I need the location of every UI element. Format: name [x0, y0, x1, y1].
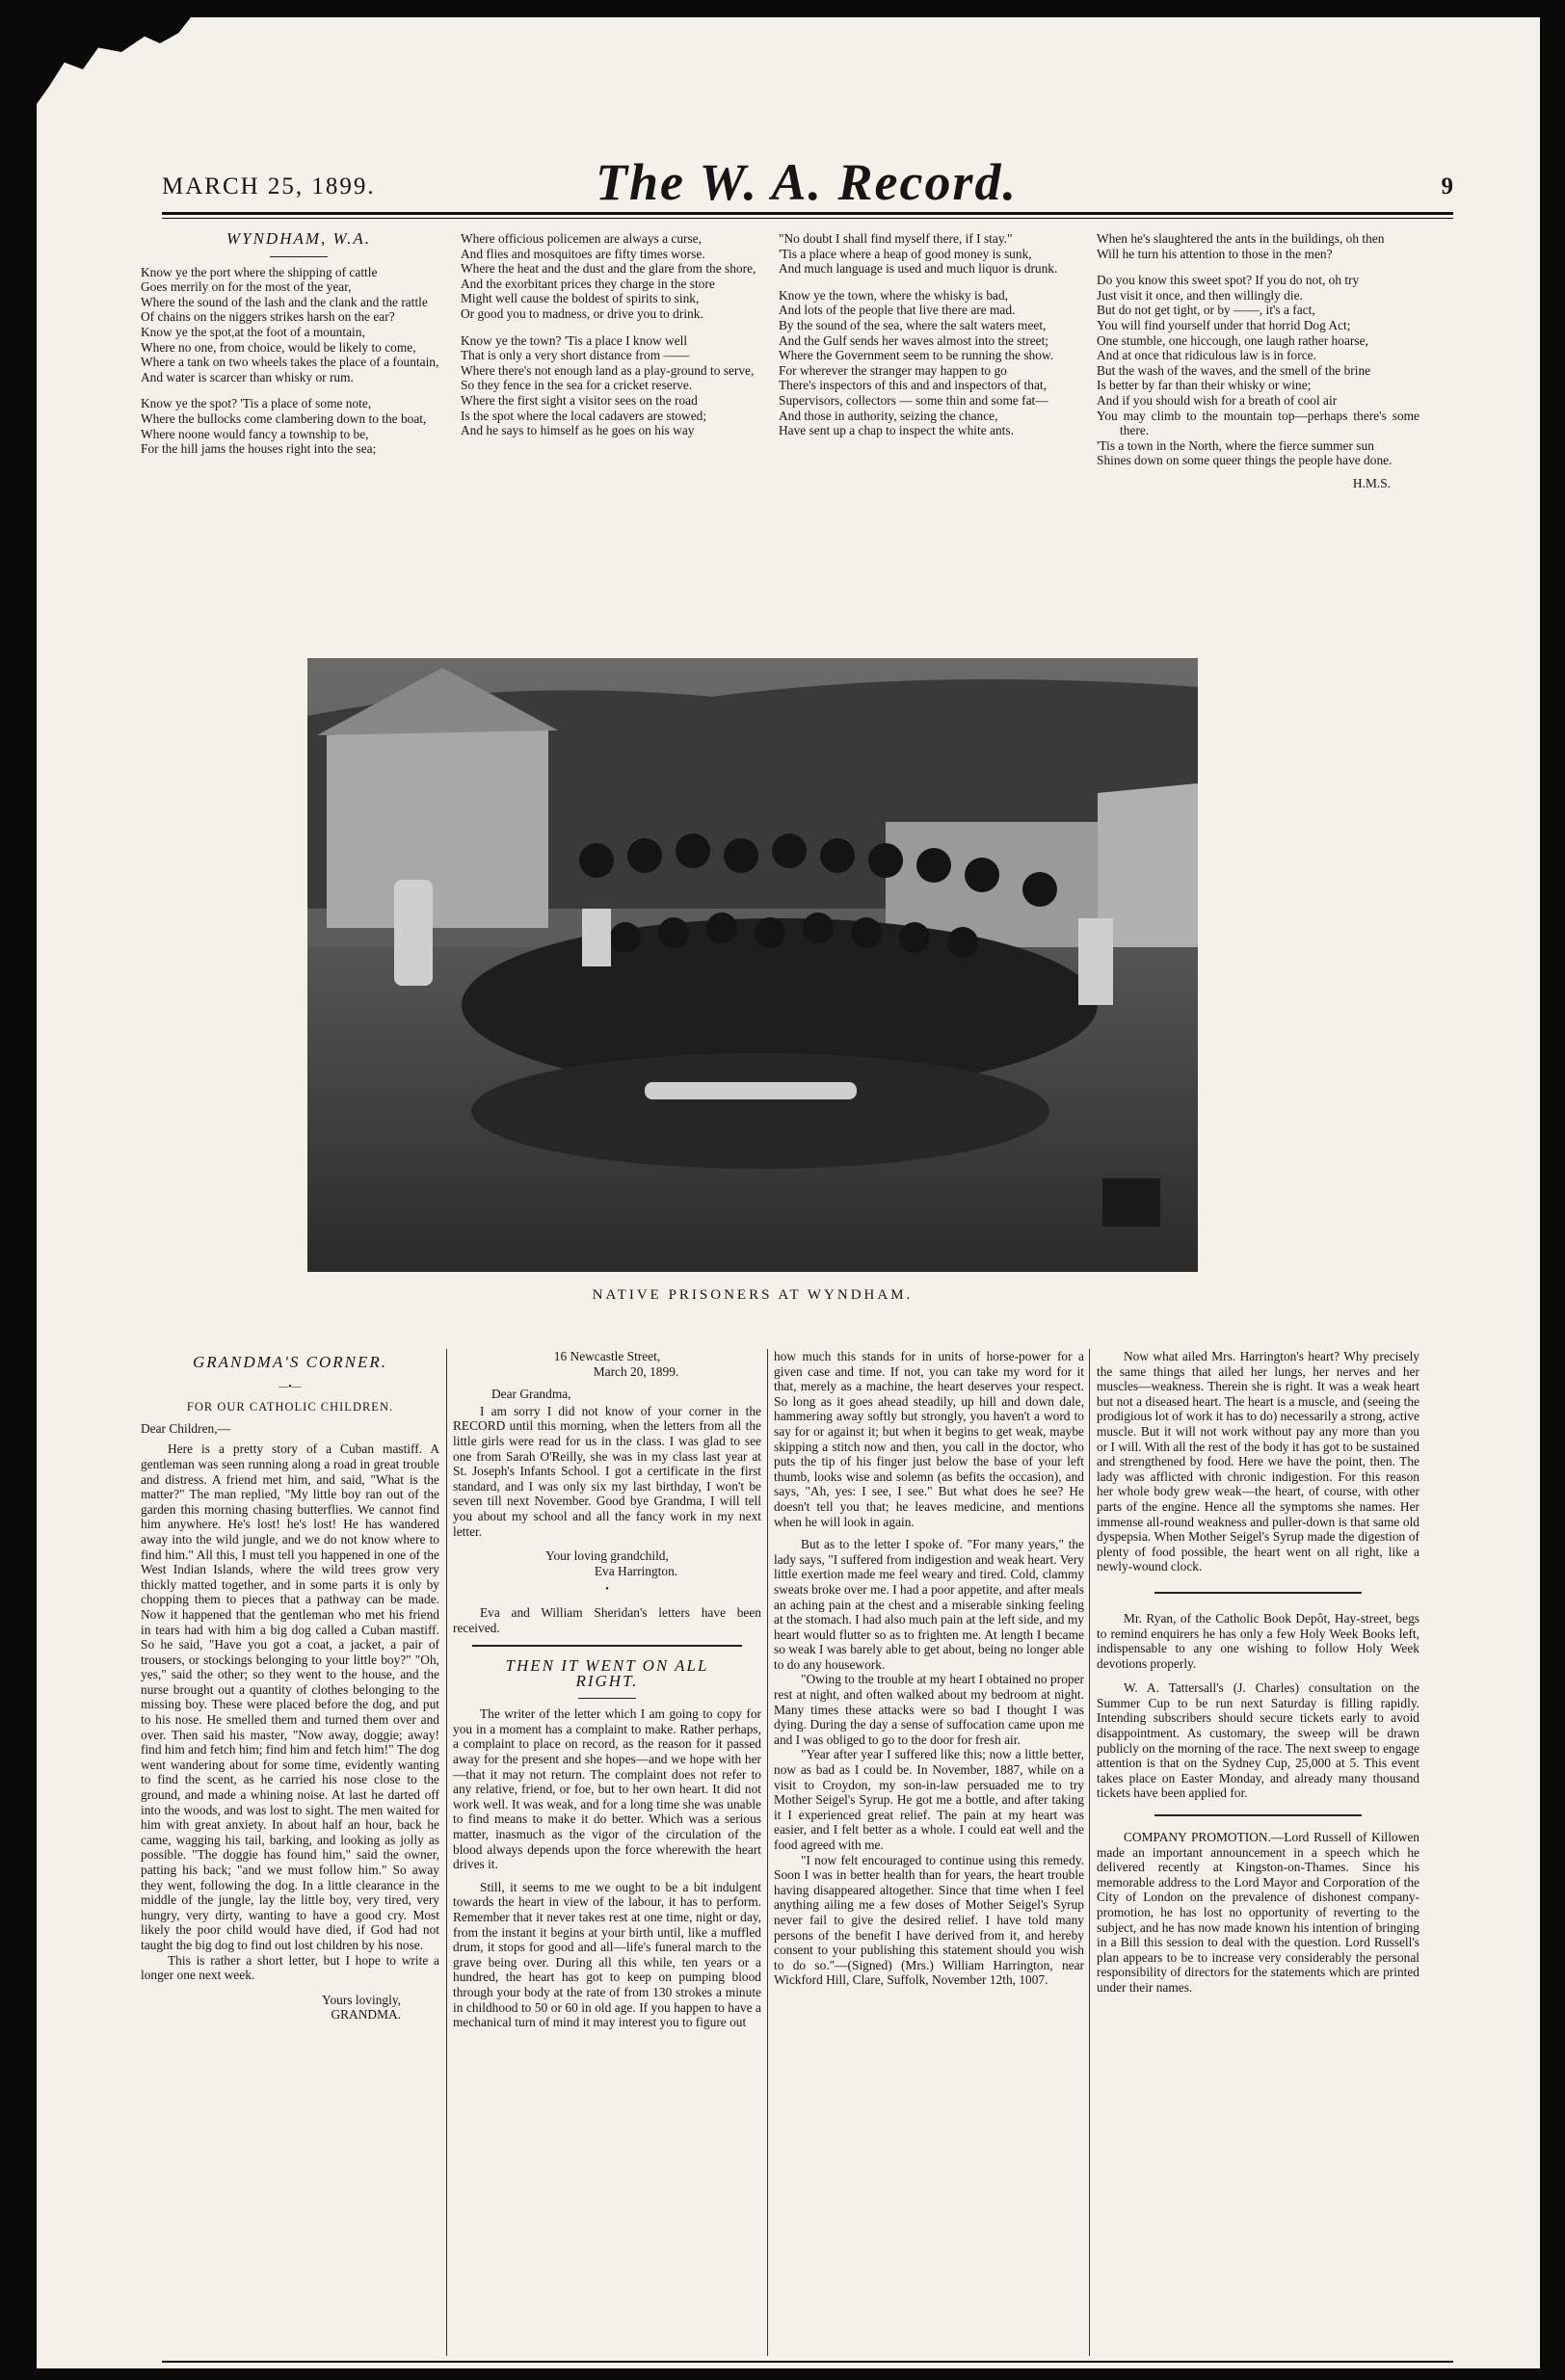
column-rule — [446, 1349, 447, 2356]
poem-line: And lots of the people that live there are mad. — [779, 303, 1016, 318]
ryan-notice: Mr. Ryan, of the Catholic Book Depôt, Hay-street, begs to remind enquirers he has only a few Holy Week Books left, indispensable to any one wishing to follow Holy Week devotions properly. — [1097, 1610, 1419, 1671]
story-column-2 — [774, 1349, 1084, 1988]
story-para-7: "I now felt encouraged to continue using this remedy. Soon I was in better health than for years, the heart trouble having disappeared altogether. Since that time when I feel anything ailing me a few doses of Mother Seigel's Syrup never fail to give the desired relief. I have told many persons of the benefit I have derived from it, and hereby consent to your publishing this statement should you wish to do so."—(Signed) (Mrs.) William Harrington, near Wickford Hill, Clare, Suffolk, November 12th, 1007. — [774, 1852, 1084, 1988]
poem-line: Where the sound of the lash and the clank and the rattle — [141, 294, 428, 309]
letter-sign2: Eva Harrington. — [594, 1563, 678, 1578]
masthead-rule — [162, 212, 1453, 215]
poem-line: Know ye the spot? 'Tis a place of some note, — [141, 396, 372, 411]
poem-lines — [461, 231, 769, 438]
poem-lines — [141, 265, 457, 457]
poem-line: Is the spot where the local cadavers are stowed; — [461, 408, 707, 423]
title-dash — [578, 1698, 636, 1699]
poem-line: Know ye the town, where the whisky is bad, — [779, 287, 1009, 303]
grandma-sign1: Yours lovingly, — [322, 1992, 401, 2007]
poem-line: And those in authority, seizing the chance, — [779, 408, 998, 423]
poem-line: "No doubt I shall find myself there, if I stay." — [779, 231, 1013, 246]
poem-line: Or good you to madness, or drive you to drink. — [461, 305, 703, 321]
poem-line: Where a tank on two wheels takes the place of a fountain, — [141, 355, 439, 370]
poem-line: Where noone would fancy a township to be, — [141, 426, 369, 441]
notices-column — [1097, 1349, 1419, 1996]
poem-line: And if you should wish for a breath of cool air — [1097, 392, 1338, 408]
stanza-gap — [141, 384, 457, 396]
stanza-gap — [1097, 261, 1419, 273]
poem-line: And much language is used and much liquor is drunk. — [779, 261, 1058, 277]
poem-lines — [1097, 231, 1419, 468]
newspaper-page — [37, 17, 1540, 2368]
grandma-title: GRANDMA'S CORNER. — [193, 1353, 387, 1371]
poem-line: Where the heat and the dust and the glare from the shore, — [461, 261, 756, 277]
title-dash — [270, 256, 328, 257]
poem-line: When he's slaughtered the ants in the buildings, oh then — [1097, 231, 1385, 246]
poem-line: Of chains on the niggers strikes harsh on the ear? — [141, 309, 395, 325]
story-para-3: how much this stands for in units of horse-power for a given case and time. If not, you can take my word for it that, merely as a machine, the heart deserves your respect. So long as it goes ahead steadily, up hill and down dale, hammering away softly but strongly, you haven't a word to say for or against it; but when it begins to get weak, maybe skipping a stitch now and then, you call in the doctor, who puts the tip of his finger just below the base of your left thumb, looks wise and solemn (as befits the occasion), and says, "Ah, yes: I see, I see." But what does he see? He doesn't tell you that; he leaves medicine, and mentions when he will look in again. — [774, 1349, 1084, 1529]
poem-line: But do not get tight, or by ——, it's a fact, — [1097, 303, 1315, 318]
poem-line: You will find yourself under that horrid Dog Act; — [1097, 317, 1351, 332]
grandma-column — [141, 1349, 439, 2023]
poem-line: And he says to himself as he goes on his way — [461, 423, 695, 438]
native-prisoners-photo — [307, 658, 1198, 1272]
poem-column-3 — [779, 231, 1087, 438]
poem-line: Where there's not enough land as a play-ground to serve, — [461, 362, 755, 378]
poem-line: And flies and mosquitoes are fifty times worse. — [461, 246, 705, 261]
letter-column — [453, 1349, 761, 2030]
poem-line: Where the bullocks come clambering down to the boat, — [141, 410, 427, 426]
poem-line: Where no one, from choice, would be likely to come, — [141, 339, 416, 355]
poem-line: 'Tis a town in the North, where the fierce summer sun — [1097, 437, 1374, 453]
masthead-rule-thin — [162, 218, 1453, 219]
poem-line: One stumble, one hiccough, one laugh rather hoarse, — [1097, 332, 1368, 348]
divider — [1154, 1592, 1362, 1594]
poem-line: And water is scarcer than whisky or rum. — [141, 369, 354, 384]
column-rule — [1089, 1349, 1090, 2356]
letter-body: I am sorry I did not know of your corner in the RECORD until this morning, when the letters from all the little girls were read for us in the class. I was glad to see one from Sarah O'Reilly, she was in my class last year at St. Joseph's Infants School. I got a certificate in the first standard, and I was only six my last birthday, I won't be seven till next November. Good bye Grandma, I will tell you about my school and all the fancy work in my next letter. — [453, 1403, 761, 1539]
poem-column-4 — [1097, 231, 1419, 491]
letter-note: Eva and William Sheridan's letters have been received. — [453, 1604, 761, 1635]
poem-line: Do you know this sweet spot? If you do not, oh try — [1097, 273, 1360, 288]
company-text: Lord Russell of Killowen made an important announcement in a speech which he delivered recently at Kingston-on-Thames. Since his memorable address to the Lord Mayor and Corporation of the City of London on the prevalence of dishonest company-promotion, he has lost no opportunity of reverting to the subject, and he has now made known his intention of bringing in a Bill this session to deal with the question. Lord Russell's plan appears to be to increase very considerably the personal responsibility of directors for the statements which are printed under their names. — [1097, 1830, 1419, 1995]
story-title: THEN IT WENT ON ALL RIGHT. — [505, 1656, 709, 1690]
poem-line: For the hill jams the houses right into the sea; — [141, 441, 377, 457]
story-para-6: "Year after year I suffered like this; now a little better, now as bad as I could be. In November, 1887, while on a visit to Croydon, my son-in-law persuaded me to try Mother Seigel's Syrup. He got me a bottle, and after taking it I experienced great relief. The pain at my heart was easier, and I felt better as a whole. I could eat well and the food agreed with me. — [774, 1747, 1084, 1852]
story-para-2: Still, it seems to me we ought to be a bit indulgent towards the heart in view of the labour, it has to perform. Remember that it never takes rest at one time, night or day, from the instant it begins at your birth until, like a muffled drum, it stops for good and all—life's funeral march to the grave being over. During all this while, ten years or a hundred, the heart has got to keep on pumping blood through your body at the rate of from 130 strokes a minute in childhood to 50 or 60 in old age. If you happen to have a mechanical turn of mind it may interest you to figure out — [453, 1879, 761, 2030]
photo-illustration — [307, 658, 1198, 1272]
poem-line: That is only a very short distance from —— — [461, 348, 690, 363]
tattersall-notice: W. A. Tattersall's (J. Charles) consultation on the Summer Cup to be run next Saturday is filling rapidly. Intending subscribers should secure tickets early to avoid disappointment. As customary, the sweep will be drawn publicly on the morning of the race. The next sweep to engage attention is that on the Sydney Cup, 25,000 at 5. This event takes place on Easter Monday, and already many thousand tickets have been applied for. — [1097, 1680, 1419, 1801]
poem-column-1 — [141, 231, 457, 457]
column-rule — [767, 1349, 768, 2356]
poem-line: Shines down on some queer things the people have done. — [1097, 453, 1393, 468]
letter-sign1: Your loving grandchild, — [545, 1548, 669, 1564]
divider — [1154, 1814, 1362, 1816]
photo-caption: NATIVE PRISONERS AT WYNDHAM. — [592, 1287, 914, 1303]
grandma-closing: This is rather a short letter, but I hope to write a longer one next week. — [141, 1952, 439, 1983]
poem-column-2 — [461, 231, 769, 438]
poem-line: Is better by far than their whisky or wine; — [1097, 378, 1312, 393]
poem-line: By the sound of the sea, where the salt waters meet, — [779, 317, 1047, 332]
letter-date: March 20, 1899. — [593, 1363, 679, 1379]
page-number: 9 — [1441, 173, 1453, 199]
poem-line: And the Gulf sends her waves almost into the street; — [779, 332, 1049, 348]
poem-title: WYNDHAM, W.A. — [225, 229, 372, 248]
newspaper-title: The W. A. Record. — [596, 153, 1018, 211]
letter-salutation: Dear Grandma, — [491, 1387, 571, 1402]
company-notice — [1097, 1830, 1419, 1996]
poem-line: Know ye the spot,at the foot of a mountain, — [141, 324, 365, 339]
poem-line: And the exorbitant prices they charge in the store — [461, 276, 715, 291]
grandma-salutation: Dear Children,— — [141, 1420, 230, 1436]
poem-line: Have sent up a chap to inspect the white ants. — [779, 423, 1014, 438]
poem-line: Goes merrily on for the most of the year, — [141, 279, 352, 295]
poem-line: And at once that ridiculous law is in force. — [1097, 348, 1316, 363]
poem-signature: H.M.S. — [1352, 475, 1391, 490]
divider — [472, 1645, 742, 1647]
poem-line: Where the first sight a visitor sees on the road — [461, 392, 698, 408]
poem-line: You may climb to the mountain top—perhaps there's some there. — [1097, 408, 1419, 438]
stanza-gap — [461, 322, 769, 333]
shed-left — [327, 726, 548, 928]
poem-line: For wherever the stranger may happen to go — [779, 362, 1007, 378]
letter-address: 16 Newcastle Street, — [553, 1349, 661, 1363]
poem-line: Know ye the town? 'Tis a place I know well — [461, 332, 688, 348]
poem-line: Might well cause the boldest of spirits to sink, — [461, 291, 700, 306]
footer-rule — [162, 2361, 1453, 2363]
story-para-4: But as to the letter I spoke of. "For many years," the lady says, "I suffered from indigestion and weak heart. Very little exertion made me feel weary and tired. Cold, clammy sweats broke over me. I had a poor appetite, and after meals an aching pain at the chest and a miserable sinking feeling at the stomach. I had also much pain at the left side, and my heart would flutter so as to frighten me. At length I became so weak I was barely able to get about, being no longer able to do any housework. — [774, 1537, 1084, 1672]
ornament: • — [605, 1584, 609, 1596]
issue-date: MARCH 25, 1899. — [162, 173, 376, 199]
story-para-8: Now what ailed Mrs. Harrington's heart? Why precisely the same things that ailed her lungs, her nerves and her muscles—weakness. Therein she is right. It was a weak heart but not a diseased heart. The heart is a muscle, and (seeing the prodigious lot of work it has to do) necessarily a strong, active muscle. But it will not work without pay any more than you or I will. With all the rest of the body it has got to be sustained and strengthened by food. Here we have the point, then. The lady was afflicted with chronic indigestion. For this reason her whole body grew weak—the heart, of course, with other parts of the engine. Hence all the symptoms she names. Her immense all-round weakness and puller-down is that same old dyspepsia. When Mother Seigel's Syrup made the digestion of plenty of food possible, the heart went on all right, like a newly-wound clock. — [1097, 1349, 1419, 1574]
grandma-body: Here is a pretty story of a Cuban mastiff. A gentleman was seen running along a road in great trouble and distress. A friend met him, and said, "What is the matter?" The man replied, "My little boy ran out of the garden this morning chasing butterflies. We cannot find him anywhere. He's lost! he's lost! He has wandered away into the wild jungle, and we do not know where to find him." All this, I must tell you happened in one of the West Indian Islands, where the wild trees grow very thickly matted together, and in some parts it is only by chopping them to pieces that a pathway can be made. Now it happened that the gentleman who met his friend in tears had with him a big dog called a Cuban mastiff. So he said, "Have you got a coat, a jacket, a pair of trousers, or stockings belonging to your little boy?" "Oh, yes," said the other; so they went to the house, and the nurse brought out a quantity of clothes belonging to the missing boy. These were placed before the dog, and put to his nose. He smelled them and turned them over and over. Then said his master, "Now away, doggie; away! find him and fetch him; find him and fetch him!" The dog went wandering about for some time, evidently wanting to find the scent, as he carried his nose close to the ground, and made a whining noise. At last he darted off into the woods, and was lost to sight. The men waited for him with great anxiety. In about half an hour, back he came, wagging his tail, barking, and looking as jolly as possible. "The doggie has found him," said the owner, patting his back; "and we must follow him." So away they went, following the dog. In a little clearance in the middle of the jungle, lay the little boy, very tired, very hungry, very dirty, wanting to have a good cry. Most likely the poor child would have died, if God had not taught the big dog to find out lost children by his nose. — [141, 1441, 439, 1952]
poem-line: Just visit it once, and then willingly die. — [1097, 287, 1303, 303]
stanza-gap — [779, 277, 1087, 288]
ornament: —•— — [279, 1381, 302, 1392]
poem-line: Where officious policemen are always a curse, — [461, 231, 702, 246]
poem-line: Know ye the port where the shipping of cattle — [141, 264, 378, 279]
story-para-5: "Owing to the trouble at my heart I obtained no proper rest at night, and often walked about my bedroom at night. Many times these attacks were so bad I thought I was dying. During the day a sense of suffocation came upon me and I was obliged to go to the door for fresh air. — [774, 1672, 1084, 1747]
poem-line: But the wash of the waves, and the smell of the brine — [1097, 362, 1371, 378]
poem-line: Will he turn his attention to those in the men? — [1097, 246, 1333, 261]
company-heading: COMPANY PROMOTION.— — [1124, 1830, 1285, 1845]
poem-line: Supervisors, collectors — some thin and some fat— — [779, 392, 1048, 408]
grandma-subtitle: FOR OUR CATHOLIC CHILDREN. — [186, 1400, 394, 1415]
poem-line: There's inspectors of this and and inspectors of that, — [779, 378, 1047, 393]
story-para-1: The writer of the letter which I am going to copy for you in a moment has a complaint to make. Rather perhaps, a complaint to place on record, as the reason for it passed away for the present and she hopes—and we hope with her—that it may not return. The complaint does not refer to any relative, friend, or foe, but to her own heart. It did not work well. It was weak, and for a long time she was unable to find means to make it do better. Which was a serious matter, inasmuch as the vigor of the circulation of the blood always depends upon the force wherewith the heart drives it. — [453, 1706, 761, 1872]
poem-line: Where the Government seem to be running the show. — [779, 348, 1054, 363]
poem-line: So they fence in the sea for a cricket reserve. — [461, 378, 693, 393]
poem-line: 'Tis a place where a heap of good money is sunk, — [779, 246, 1032, 261]
poem-lines — [779, 231, 1087, 438]
torn-corner — [37, 17, 191, 104]
masthead — [162, 153, 1453, 211]
grandma-sign2: GRANDMA. — [331, 2007, 401, 2023]
bucket — [1102, 1178, 1160, 1227]
